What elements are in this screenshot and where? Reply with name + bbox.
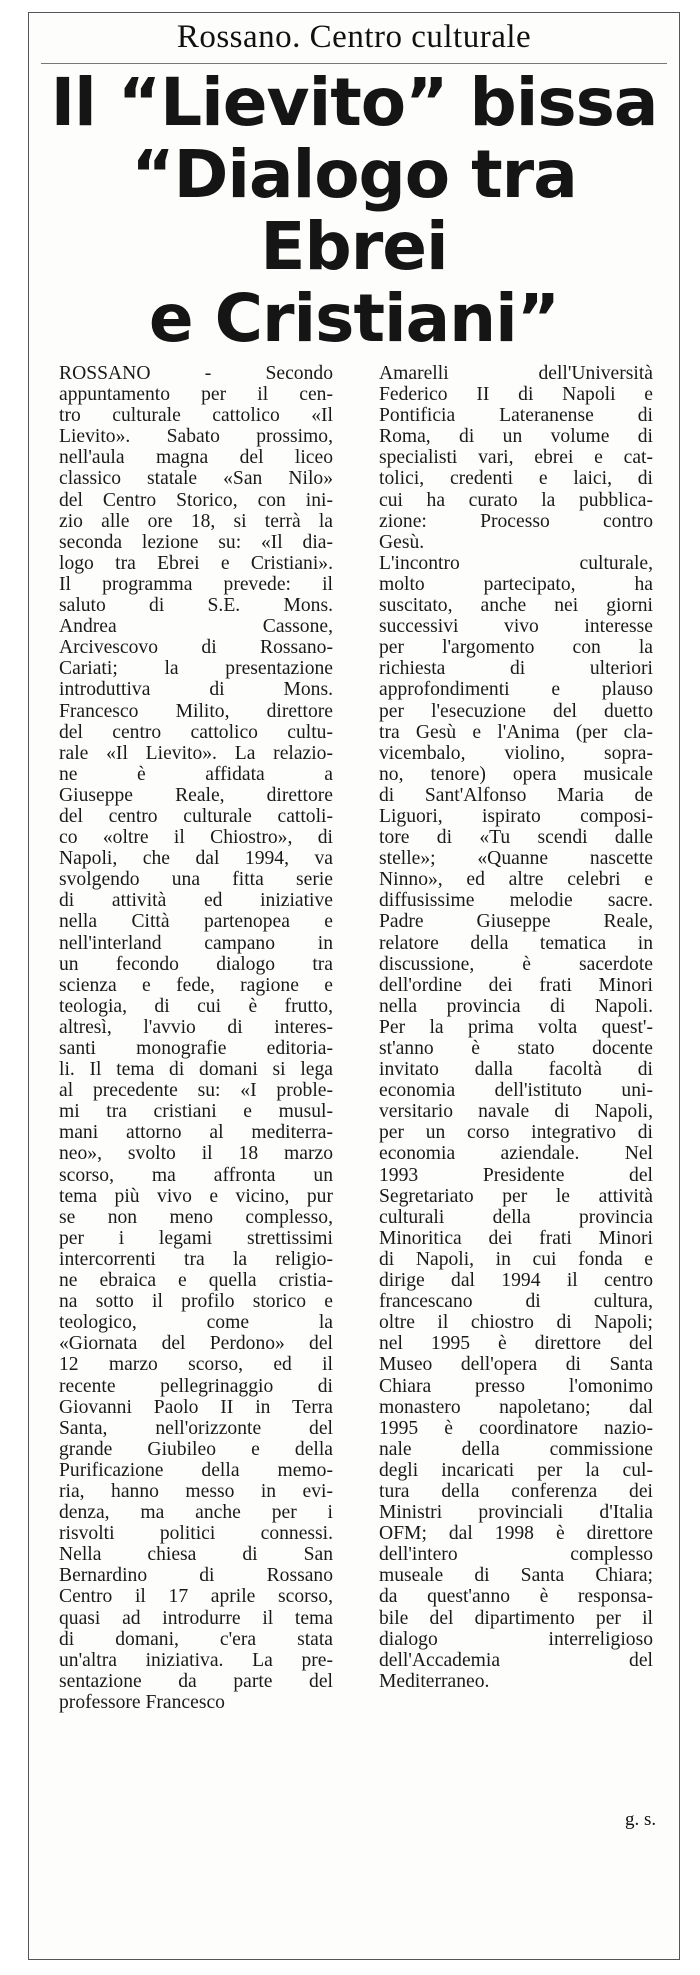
article-line: bile del dipartimento per il (379, 1607, 653, 1629)
article-line: molto partecipato, ha (379, 573, 653, 595)
article-line: cui ha curato la pubblica- (379, 489, 653, 511)
article-line: per l'esecuzione del duetto (379, 700, 653, 722)
article-line: museale di Santa Chiara; (379, 1565, 653, 1587)
article-line: Francesco Milito, direttore (59, 700, 333, 722)
article-line: Andrea Cassone, (59, 616, 333, 638)
article-line: «Giornata del Perdono» del (59, 1333, 333, 1355)
article-line: Lievito». Sabato prossimo, (59, 426, 333, 448)
article-line: Ninno», ed altre celebri e (379, 869, 653, 891)
article-column-left (59, 363, 333, 1713)
article-line: dell'intero complesso (379, 1544, 653, 1566)
article-line: ne ebraica e quella cristia- (59, 1270, 333, 1292)
article-line: nel 1995 è direttore del (379, 1333, 653, 1355)
article-line: versitario navale di Napoli, (379, 1101, 653, 1123)
article-line: teologia, di cui è frutto, (59, 995, 333, 1017)
article-line: di domani, c'era stata (59, 1628, 333, 1650)
article-line: tolici, credenti e laici, di (379, 468, 653, 490)
article-line: economia dell'istituto uni- (379, 1080, 653, 1102)
article-line: nell'interland campano in (59, 932, 333, 954)
article-line: nell'aula magna del liceo (59, 447, 333, 469)
article-line: svolgendo una fitta serie (59, 869, 333, 891)
article-line: vicembalo, violino, sopra- (379, 742, 653, 764)
headline-line-2: “Dialogo tra Ebrei (131, 136, 577, 285)
article-line: suscitato, anche nei giorni (379, 595, 653, 617)
article-line: al precedente su: «I proble- (59, 1080, 333, 1102)
article-line: appuntamento per il cen- (59, 384, 333, 406)
article-line: Mediterraneo. (379, 1670, 490, 1692)
article-line: stelle»; «Quanne nascette (379, 848, 653, 870)
headline (29, 64, 679, 357)
article-line: co «oltre il Chiostro», di (59, 827, 333, 849)
article-line: risvolti politici connessi. (59, 1523, 333, 1545)
article-line: no, tenore) opera musicale (379, 763, 653, 785)
article-line: culturali della provincia (379, 1206, 653, 1228)
newspaper-clipping (28, 12, 680, 1960)
article-line: Roma, di un volume di (379, 426, 653, 448)
article-line: Purificazione della memo- (59, 1459, 333, 1481)
article-line: grande Giubileo e della (59, 1438, 333, 1460)
headline-line-1: Il “Lievito” bissa (50, 64, 658, 141)
article-line: Santa, nell'orizzonte del (59, 1417, 333, 1439)
article-line: st'anno è stato docente (379, 1038, 653, 1059)
article-line: da quest'anno è responsa- (379, 1586, 653, 1608)
article-line: mani attorno al mediterra- (59, 1122, 333, 1144)
article-line: relatore della tematica in (379, 932, 653, 954)
article-line: del centro cattolico cultu- (59, 721, 333, 743)
section-title: Rossano. Centro culturale (176, 19, 532, 55)
article-line: scienza e fede, ragione e (59, 974, 333, 996)
article-line: discussione, è sacerdote (379, 953, 653, 975)
article-line: dell'ordine dei frati Minori (379, 974, 653, 996)
article-line: Per la prima volta quest'- (379, 1016, 653, 1038)
article-line: Pontificia Lateranense di (379, 405, 653, 427)
article-line: intercorrenti tra la religio- (59, 1248, 333, 1270)
article-line: 1995 è coordinatore nazio- (379, 1417, 653, 1439)
article-line: tro culturale cattolico «Il (59, 405, 333, 427)
article-line: altresì, l'avvio di interes- (59, 1016, 333, 1038)
article-line: Nella chiesa di San (59, 1544, 333, 1566)
article-line: Amarelli dell'Università (379, 363, 653, 384)
article-line: sentazione da parte del (59, 1670, 333, 1692)
article-line: Ministri provinciali d'Italia (379, 1502, 653, 1524)
article-line: Liguori, ispirato composi- (379, 805, 653, 827)
article-line: dirige dal 1994 il centro (379, 1270, 653, 1292)
article-line: successivi vivo interesse (379, 616, 653, 638)
article-line: quasi ad introdurre il tema (59, 1607, 333, 1629)
article-line: professore Francesco (59, 1691, 225, 1713)
article-line: Giuseppe Reale, direttore (59, 784, 333, 806)
article-line: 1993 Presidente del (379, 1164, 653, 1186)
article-line: li. Il tema di domani si lega (59, 1059, 333, 1081)
article-line: L'incontro culturale, (379, 552, 653, 574)
article-line: recente pellegrinaggio di (59, 1375, 333, 1397)
article-line: francescano di cultura, (379, 1291, 653, 1313)
article-line: nale della commissione (379, 1438, 653, 1460)
article-line: teologico, come la (59, 1312, 333, 1334)
article-line: del Centro Storico, con ini- (59, 489, 333, 511)
article-line: seconda lezione su: «Il dia- (59, 531, 333, 553)
article-line: tema più vivo e vicino, pur (59, 1185, 333, 1207)
article-line: Cariati; la presentazione (59, 658, 333, 680)
article-line: nella provincia di Napoli. (379, 995, 653, 1017)
article-line: un'altra iniziativa. La pre- (59, 1649, 333, 1671)
article-line: specialisti vari, ebrei e cat- (379, 447, 653, 469)
article-line: rale «Il Lievito». La relazio- (59, 742, 333, 764)
article-line: dell'Accademia del (379, 1649, 653, 1671)
article-line: invitato dalla facoltà di (379, 1059, 653, 1081)
article-line: introduttiva di Mons. (59, 679, 333, 701)
article-line: denza, ma anche per i (59, 1502, 333, 1524)
article-line: Federico II di Napoli e (379, 384, 653, 406)
article-line: na sotto il profilo storico e (59, 1291, 333, 1313)
article-line: tore di «Tu scendi dalle (379, 827, 653, 849)
article-line: oltre il chiostro di Napoli; (379, 1312, 653, 1334)
author-signature: g. s. (625, 1809, 657, 1830)
article-line: saluto di S.E. Mons. (59, 595, 333, 617)
headline-line-3: e Cristiani” (148, 280, 560, 357)
article-line: nella Città partenopea e (59, 911, 333, 933)
article-line: per i legami strettissimi (59, 1227, 333, 1249)
article-line: richiesta di ulteriori (379, 658, 653, 680)
article-line: Museo dell'opera di Santa (379, 1354, 653, 1376)
article-line: classico statale «San Nilo» (59, 468, 333, 490)
article-line: Gesù. (379, 531, 425, 553)
article-line: ROSSANO - Secondo (59, 363, 333, 384)
article-line: economia aziendale. Nel (379, 1143, 653, 1165)
article-line: neo», svolto il 18 marzo (59, 1143, 333, 1165)
article-line: Bernardino di Rossano (59, 1565, 333, 1587)
article-line: Arcivescovo di Rossano- (59, 637, 333, 659)
article-column-right (379, 363, 653, 1692)
article-line: ria, hanno messo in evi- (59, 1480, 333, 1502)
article-line: per l'argomento con la (379, 637, 653, 659)
article-line: tura della conferenza dei (379, 1480, 653, 1502)
article-line: zio alle ore 18, si terrà la (59, 510, 333, 532)
article-line: di Napoli, in cui fonda e (379, 1248, 653, 1270)
article-line: di attività ed iniziative (59, 890, 333, 912)
article-line: Giovanni Paolo II in Terra (59, 1396, 333, 1418)
article-line: monastero napoletano; dal (379, 1396, 653, 1418)
article-line: ne è affidata a (59, 763, 333, 785)
article-line: santi monografie editoria- (59, 1038, 333, 1059)
article-line: dialogo interreligioso (379, 1628, 653, 1650)
article-line: Chiara presso l'omonimo (379, 1375, 653, 1397)
article-line: mi tra cristiani e musul- (59, 1101, 333, 1123)
article-line: zione: Processo contro (379, 510, 653, 532)
article-line: logo tra Ebrei e Cristiani». (59, 552, 333, 574)
article-line: OFM; dal 1998 è direttore (379, 1523, 653, 1545)
article-line: Napoli, che dal 1994, va (59, 848, 333, 870)
article-line: del centro culturale cattoli- (59, 805, 333, 827)
article-line: per un corso integrativo di (379, 1122, 653, 1144)
article-line: Segretariato per le attività (379, 1185, 653, 1207)
article-line: diffusissime melodie sacre. (379, 890, 653, 912)
article-line: tra Gesù e l'Anima (per cla- (379, 721, 653, 743)
article-line: di Sant'Alfonso Maria de (379, 784, 653, 806)
article-line: Padre Giuseppe Reale, (379, 911, 653, 933)
article-line: scorso, ma affronta un (59, 1164, 333, 1186)
article-line: degli incaricati per la cul- (379, 1459, 653, 1481)
article-line: un fecondo dialogo tra (59, 953, 333, 975)
article-line: se non meno complesso, (59, 1206, 333, 1228)
article-line: 12 marzo scorso, ed il (59, 1354, 333, 1376)
article-line: Centro il 17 aprile scorso, (59, 1586, 333, 1608)
article-line: Minoritica dei frati Minori (379, 1227, 653, 1249)
article-line: Il programma prevede: il (59, 573, 333, 595)
article-line: approfondimenti e plauso (379, 679, 653, 701)
